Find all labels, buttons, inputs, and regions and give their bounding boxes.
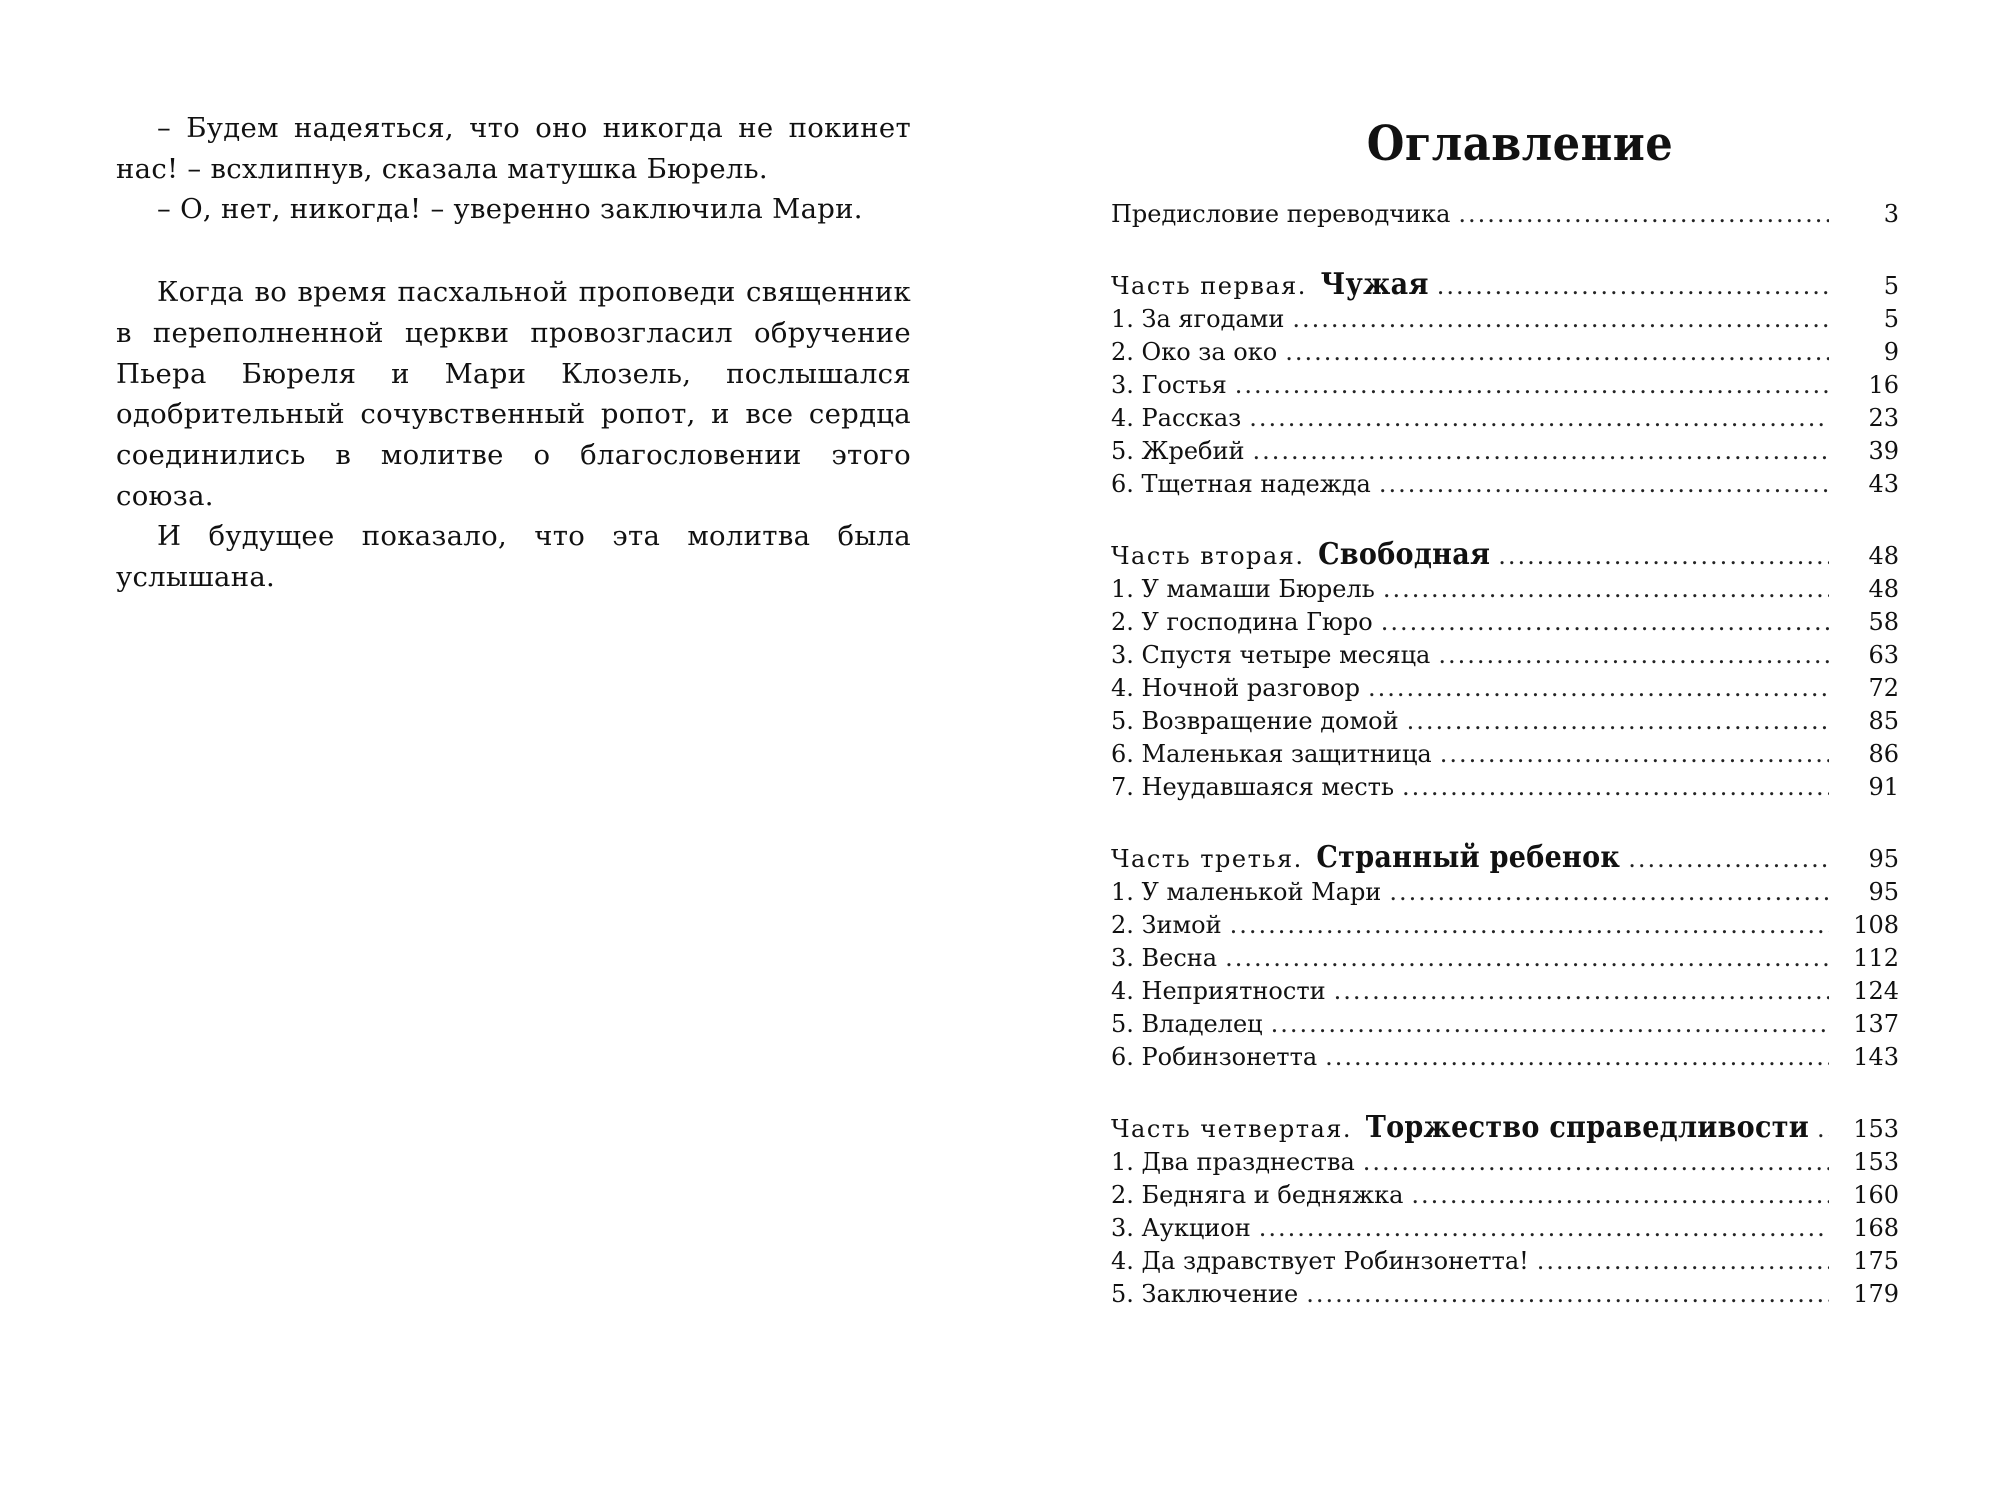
toc-entry-page: 39 <box>1868 437 1899 465</box>
dot-leader <box>1379 468 1829 501</box>
toc-entry[interactable] <box>1111 1146 1899 1179</box>
toc-list <box>1111 198 1899 1311</box>
toc-entry[interactable] <box>1111 1041 1899 1074</box>
part-prefix: Часть вторая. <box>1111 542 1305 570</box>
toc-entry-page: 43 <box>1868 470 1899 498</box>
dot-leader <box>1271 1008 1829 1041</box>
toc-entry-page: 153 <box>1853 1115 1899 1143</box>
toc-entry[interactable] <box>1111 336 1899 369</box>
dot-leader <box>1381 606 1829 639</box>
toc-entry[interactable] <box>1111 738 1899 771</box>
toc-entry[interactable] <box>1111 369 1899 402</box>
part-prefix: Часть третья. <box>1111 845 1303 873</box>
toc-entry-label: 5. Жребий <box>1111 437 1245 465</box>
dot-leader <box>1230 909 1829 942</box>
toc-entry-label: 6. Робинзонетта <box>1111 1043 1318 1071</box>
part-name: Свободная <box>1318 537 1491 572</box>
toc-entry-label: 4. Рассказ <box>1111 404 1242 432</box>
dot-leader <box>1440 738 1829 771</box>
toc-entry-label: 3. Аукцион <box>1111 1214 1251 1242</box>
toc-entry[interactable] <box>1111 1278 1899 1311</box>
dot-leader <box>1225 942 1829 975</box>
toc-entry[interactable] <box>1111 909 1899 942</box>
toc-entry-label: 2. У господина Гюро <box>1111 608 1373 636</box>
toc-entry[interactable] <box>1111 705 1899 738</box>
part-name: Странный ребенок <box>1316 840 1621 875</box>
toc-entry[interactable] <box>1111 606 1899 639</box>
toc-entry[interactable] <box>1111 303 1899 336</box>
toc-entry-page: 16 <box>1868 371 1899 399</box>
dot-leader <box>1383 573 1829 606</box>
dot-leader <box>1285 336 1829 369</box>
toc-entry-page: 48 <box>1868 542 1899 570</box>
toc-entry-page: 95 <box>1868 845 1899 873</box>
dot-leader <box>1253 435 1830 468</box>
toc-entry-page: 168 <box>1853 1214 1899 1242</box>
toc-entry-label: 2. Зимой <box>1111 911 1222 939</box>
toc-entry-page: 23 <box>1868 404 1899 432</box>
toc-entry-label: 1. У маленькой Мари <box>1111 878 1382 906</box>
toc-entry-page: 160 <box>1853 1181 1899 1209</box>
toc-entry-page: 137 <box>1853 1010 1899 1038</box>
toc-entry[interactable] <box>1111 942 1899 975</box>
toc-entry-label: 1. У мамаши Бюрель <box>1111 575 1375 603</box>
toc-entry-page: 63 <box>1868 641 1899 669</box>
toc-entry[interactable] <box>1111 876 1899 909</box>
dot-leader <box>1334 975 1829 1008</box>
dot-leader <box>1498 538 1829 574</box>
dot-leader <box>1292 303 1829 336</box>
part-prefix: Часть четвертая. <box>1111 1115 1353 1143</box>
toc-entry[interactable] <box>1111 1245 1899 1278</box>
dot-leader <box>1438 639 1829 672</box>
toc-entry-page: 3 <box>1883 200 1899 228</box>
toc-entry[interactable] <box>1111 1179 1899 1212</box>
toc-entry-label: 4. Да здравствует Робинзонетта! <box>1111 1247 1529 1275</box>
toc-entry-label: 1. Два празднества <box>1111 1148 1355 1176</box>
toc-entry-label: 6. Маленькая защитница <box>1111 740 1432 768</box>
toc-entry-page: 86 <box>1868 740 1899 768</box>
toc-entry-page: 108 <box>1853 911 1899 939</box>
toc-entry-label: 4. Ночной разговор <box>1111 674 1360 702</box>
toc-entry-label: 1. За ягодами <box>1111 305 1285 333</box>
toc-entry-page: 124 <box>1853 977 1899 1005</box>
toc-entry-page: 85 <box>1868 707 1899 735</box>
toc-part-heading[interactable] <box>1111 840 1899 876</box>
paragraph: – О, нет, никогда! – уверенно заключила Мари. <box>157 193 863 226</box>
dot-leader <box>1325 1041 1829 1074</box>
dot-leader <box>1458 198 1829 231</box>
toc-entry-label: 3. Спустя четыре месяца <box>1111 641 1431 669</box>
toc-entry-page: 48 <box>1868 575 1899 603</box>
toc-entry-page: 179 <box>1853 1280 1899 1308</box>
toc-entry[interactable] <box>1111 975 1899 1008</box>
dot-leader <box>1249 402 1829 435</box>
dot-leader <box>1628 841 1829 877</box>
toc-entry-label: 7. Неудавшаяся месть <box>1111 773 1395 801</box>
toc-entry-label: 2. Бедняга и бедняжка <box>1111 1181 1404 1209</box>
toc-part-heading[interactable] <box>1111 1110 1899 1146</box>
toc-part-heading[interactable] <box>1111 267 1899 303</box>
toc-entry[interactable] <box>1111 639 1899 672</box>
dot-leader <box>1306 1278 1829 1311</box>
toc-entry[interactable] <box>1111 468 1899 501</box>
toc-entry-page: 143 <box>1853 1043 1899 1071</box>
toc-entry-label: 3. Весна <box>1111 944 1218 972</box>
toc-entry-label: 5. Владелец <box>1111 1010 1263 1038</box>
toc-entry-label: 4. Неприятности <box>1111 977 1326 1005</box>
part-prefix: Часть первая. <box>1111 272 1307 300</box>
toc-entry-label: 3. Гостья <box>1111 371 1227 399</box>
toc-entry[interactable] <box>1111 771 1899 804</box>
toc-entry-label: 5. Возвращение домой <box>1111 707 1399 735</box>
toc-entry-page: 9 <box>1883 338 1899 366</box>
toc-entry-label: Предисловие переводчика <box>1111 200 1451 228</box>
part-name: Торжество справедливости <box>1365 1110 1810 1145</box>
toc-title: Оглавление <box>1366 116 1674 172</box>
toc-entry-page: 95 <box>1868 878 1899 906</box>
dot-leader <box>1411 1179 1829 1212</box>
dot-leader <box>1368 672 1829 705</box>
toc-entry-page: 91 <box>1868 773 1899 801</box>
dot-leader <box>1402 771 1829 804</box>
toc-entry-label: 2. Око за око <box>1111 338 1278 366</box>
toc-entry-page: 5 <box>1883 272 1899 300</box>
paragraph: Когда во время пасхальной проповеди священник в переполненной церкви провозгласил обручение Пьера Бюреля и Мари Клозель, послышался одобрительный сочувственный ропот, и все сердца соединились в молитве о благословении этого союза. <box>116 276 911 512</box>
dot-leader <box>1363 1146 1829 1179</box>
toc-entry-label: 5. Заключение <box>1111 1280 1299 1308</box>
toc-entry-page: 5 <box>1883 305 1899 333</box>
toc-entry[interactable] <box>1111 402 1899 435</box>
dot-leader <box>1235 369 1829 402</box>
part-name: Чужая <box>1320 267 1429 302</box>
toc-entry-page: 72 <box>1868 674 1899 702</box>
dot-leader <box>1537 1245 1829 1278</box>
toc-entry[interactable] <box>1111 1008 1899 1041</box>
toc-entry-page: 112 <box>1853 944 1899 972</box>
toc-entry-page: 175 <box>1853 1247 1899 1275</box>
toc-entry[interactable] <box>1111 573 1899 606</box>
toc-entry-page: 153 <box>1853 1148 1899 1176</box>
dot-leader <box>1817 1111 1829 1147</box>
paragraph: И будущее показало, что эта молитва была услышана. <box>116 520 911 594</box>
toc-entry-preface[interactable] <box>1111 198 1899 231</box>
toc-entry[interactable] <box>1111 1212 1899 1245</box>
toc-entry[interactable] <box>1111 435 1899 468</box>
dot-leader <box>1259 1212 1829 1245</box>
toc-entry-page: 58 <box>1868 608 1899 636</box>
dot-leader <box>1389 876 1829 909</box>
left-page <box>116 108 911 598</box>
dot-leader <box>1437 268 1829 304</box>
toc-entry-label: 6. Тщетная надежда <box>1111 470 1371 498</box>
dot-leader <box>1407 705 1829 738</box>
toc-part-heading[interactable] <box>1111 537 1899 573</box>
toc-entry[interactable] <box>1111 672 1899 705</box>
paragraph: – Будем надеяться, что оно никогда не покинет нас! – всхлипнув, сказала матушка Бюрель. <box>116 112 911 185</box>
table-of-contents-page <box>1111 108 1899 1311</box>
